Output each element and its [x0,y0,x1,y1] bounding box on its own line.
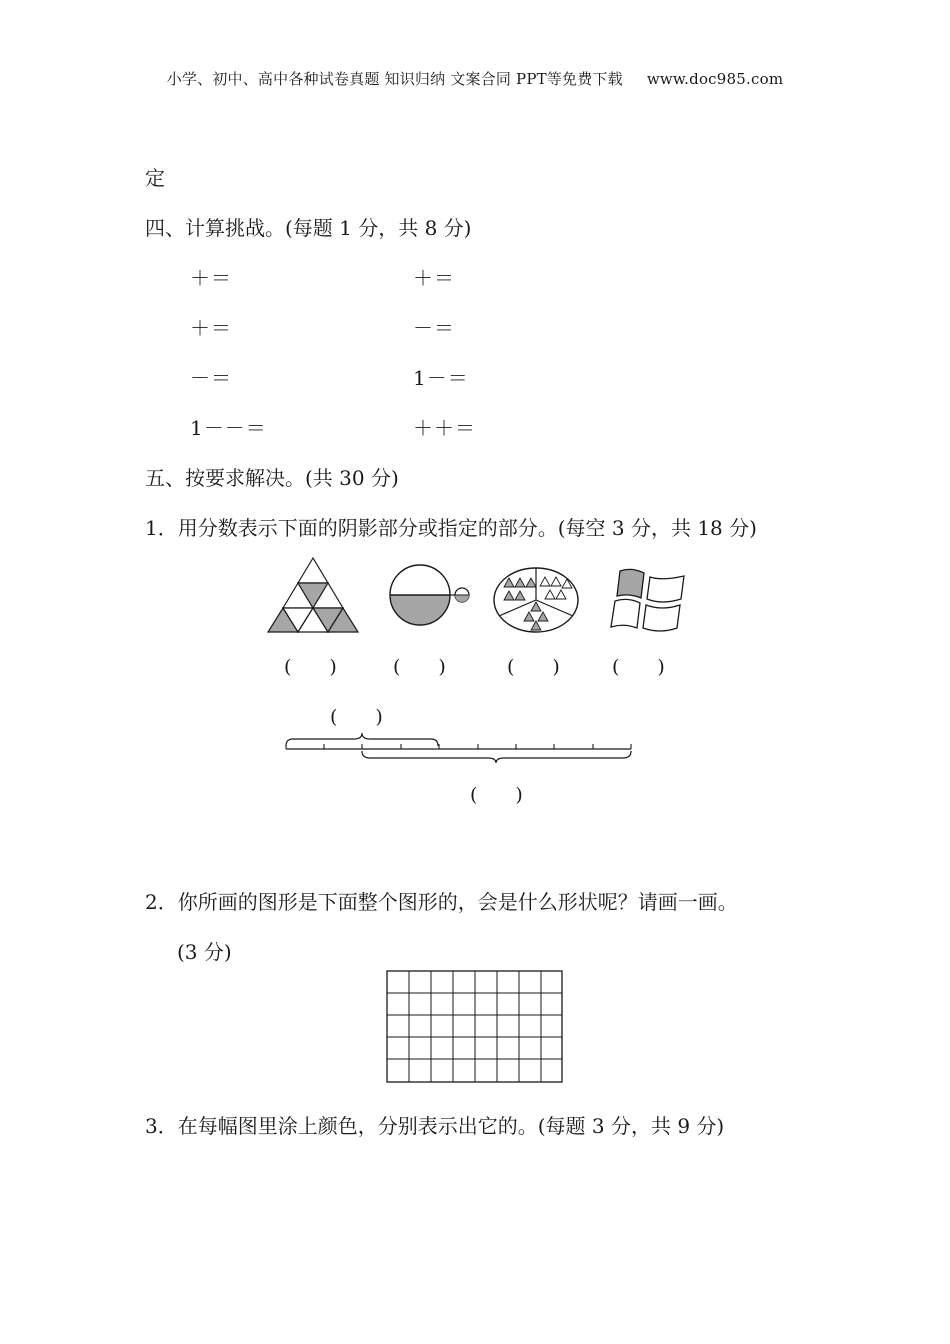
calc-item-3: ＋＝ [190,316,232,340]
answer-blank-3: ( ) [507,656,560,678]
answer-blank-4: ( ) [612,656,665,678]
calc-item-2: ＋＝ [413,266,455,290]
answer-blank-2: ( ) [393,656,446,678]
answer-blank-bottom: ( ) [470,784,523,806]
question-3: 3．在每幅图里涂上颜色，分别表示出它的。(每题 3 分，共 9 分) [145,1114,725,1138]
calc-item-4: －＝ [413,316,455,340]
calc-item-7: 1－－＝ [190,416,267,440]
answer-blank-top: ( ) [330,706,383,728]
question-2-score: (3 分) [177,940,232,964]
drawing-grid[interactable] [386,970,564,1084]
calc-item-1: ＋＝ [190,266,232,290]
header-site: www.doc985.com [646,70,784,88]
triangle-figure [268,557,358,633]
calc-item-6: 1－＝ [413,366,469,390]
calc-item-5: －＝ [190,366,232,390]
answer-blank-1: ( ) [284,656,337,678]
section5-title: 五、按要求解决。(共 30 分) [145,466,399,490]
section4-title: 四、计算挑战。(每题 1 分，共 8 分) [145,216,472,240]
question-2: 2．你所画的图形是下面整个图形的，会是什么形状呢？请画一画。 [145,890,738,914]
question-1: 1．用分数表示下面的阴影部分或指定的部分。(每空 3 分，共 18 分) [145,516,757,540]
circle-figure [387,562,473,630]
page-header [0,68,950,89]
ellipse-figure [493,566,579,634]
header-text: 小学、初中、高中各种试卷真题 知识归纳 文案合同 PPT等免费下载 [166,70,623,88]
calc-item-8: ＋＋＝ [413,416,476,440]
window-figure [604,568,688,634]
fragment-text: 定 [145,166,165,190]
segment-diagram [284,733,636,763]
